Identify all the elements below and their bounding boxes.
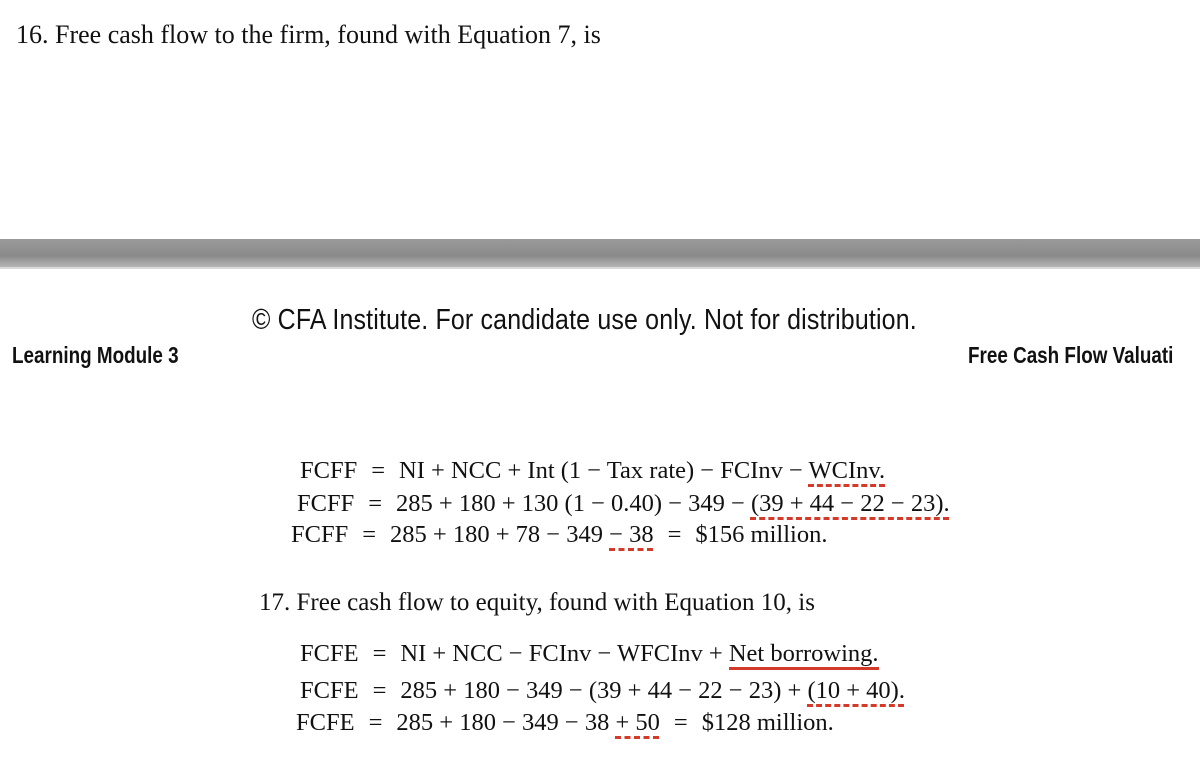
fcff-lhs: FCFF [300,457,358,484]
fcff-equation-line-2 [297,490,950,518]
question-17-text: 17. Free cash flow to equity, found with Equation 10, is [259,589,815,616]
net-borrowing-values-annotated: (10 + 40). [807,677,905,704]
equals-sign: = [368,490,383,517]
equals-sign: = [673,709,688,736]
fcfe-values: 285 + 180 − 349 − (39 + 44 − 22 − 23) + [400,677,808,704]
running-head-right: Free Cash Flow Valuati [968,342,1174,368]
equals-sign: = [371,457,386,484]
equals-sign: = [368,709,383,736]
equals-sign: = [372,677,387,704]
running-head-left: Learning Module 3 [12,342,179,368]
copyright-notice: © CFA Institute. For candidate use only. Not for distribution. [252,304,917,336]
fcff-result: $156 million. [695,521,828,548]
fcff-lhs: FCFF [291,521,349,548]
fcfe-equation-line-2 [300,677,905,705]
fcfe-lhs: FCFE [296,709,355,736]
fcff-lhs: FCFF [297,490,355,517]
fcfe-equation-line-3 [296,709,834,737]
fcff-simplified: 285 + 180 + 78 − 349 [390,521,610,548]
fcff-formula: NI + NCC + Int (1 − Tax rate) − FCInv − [399,457,809,484]
wcinv-values-annotated: (39 + 44 − 22 − 23). [750,490,950,517]
equals-sign: = [667,521,682,548]
fcff-equation-line-1 [300,457,885,485]
fcfe-formula: NI + NCC − FCInv − WFCInv + [400,640,729,667]
page-divider [0,239,1200,269]
fcfe-result: $128 million. [701,709,834,736]
wcinv-annotated: WCInv. [808,457,886,484]
fcfe-simplified: 285 + 180 − 349 − 38 [396,709,616,736]
equals-sign: = [372,640,387,667]
fcfe-lhs: FCFE [300,640,359,667]
fcfe-lhs: FCFE [300,677,359,704]
fcfe-equation-line-1 [300,640,879,668]
fcff-equation-line-3 [291,521,827,549]
net-borrowing-annotated: Net borrowing. [729,640,879,670]
wcinv-total-annotated: − 38 [609,521,654,548]
question-16-text: 16. Free cash flow to the firm, found with Equation 7, is [16,20,601,49]
equals-sign: = [362,521,377,548]
net-borrowing-total-annotated: + 50 [615,709,660,736]
fcff-values: 285 + 180 + 130 (1 − 0.40) − 349 − [396,490,751,517]
